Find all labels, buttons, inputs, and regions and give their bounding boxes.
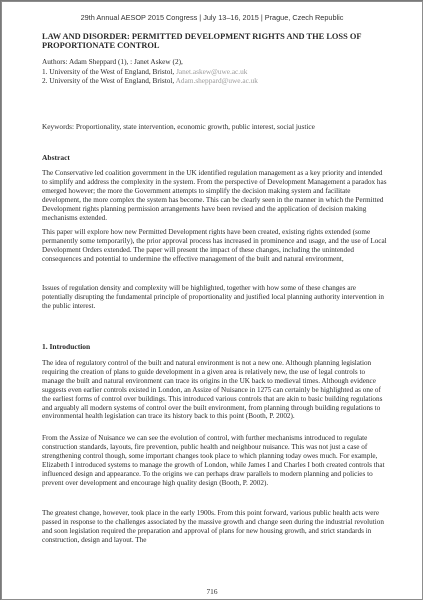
title-line-2: PROPORTIONATE CONTROL [42, 41, 160, 51]
affiliation-2 [42, 76, 392, 86]
abstract-heading: Abstract [42, 153, 70, 162]
abstract-paragraph-2: This paper will explore how new Permitted Development rights have been created, existing rights extended (some permanently some temporarily), the prior approval process has increased in prominence and usage, and the use of Local Development Orders extended. The paper will present the impact of these changes, including the unintended consequences and potential to undermine the effective management of the built and natural environment, [42, 228, 387, 263]
affiliation-1 [42, 67, 392, 77]
affiliation-1-email[interactable]: Janet.askew@uwe.ac.uk [176, 66, 248, 76]
intro-paragraph-3: The greatest change, however, took place in the early 1900s. From this point forward, various public health acts were passed in response to the challenges associated by the massive growth and change seen during the industrial revolution and soon legislation required the preparation and approval of plans for new housing growth, and strict standards in construction, design and layout. The [42, 509, 384, 544]
paper-page [1, 1, 423, 600]
page-number: 716 [206, 587, 218, 596]
keywords: Keywords: Proportionality, state intervention, economic growth, public interest, social justice [42, 122, 315, 131]
affiliation-2-text: 2. University of the West of England, Bristol, [42, 76, 176, 86]
author-block [42, 57, 392, 86]
affiliation-2-email[interactable]: Adam.sheppard@uwe.ac.uk [175, 76, 258, 86]
abstract-paragraph-1: The Conservative led coalition government in the UK identified regulation management as a key priority and intended to simplify and address the complexity in the system. From the perspective of Development Management a paradox has emerged however; the more the Government attempts to simplify the decision making system and facilitate development, the more complex the system has become. This can be clearly seen in the manner in which the Permitted Development rights planning permission arrangements have been revised and the application of decision making mechanisms extended. [42, 169, 387, 222]
paper-title [42, 32, 392, 51]
affiliation-1-text: 1. University of the West of England, Bristol, [42, 66, 177, 76]
intro-paragraph-2: From the Assize of Nuisance we can see the evolution of control, with further mechanisms introduced to regulate construction standards, layouts, fire prevention, public health and neighbour nuisance. This was not just a case of strengthening control though, some important changes took place to which planning today owes much. For example, Elizabeth I introduced systems to manage the growth of London, while James I and Charles I both created controls that influenced design and appearance. To the origins we can perhaps draw parallels to modern planning and policies to prevent over development and encourage high quality design (Booth, P. 2002). [42, 434, 385, 487]
intro-paragraph-1: The idea of regulatory control of the built and natural environment is not a new one. Although planning legislation requiring the creation of plans to guide development in a given area is relatively new, the use of legal controls to manage the built and natural environment can trace its origins in the UK back to medieval times. Although evidence suggests even earlier controls existed in London, an Assize of Nuisance in 1275 can certainly be highlighted as one of the earliest forms of control over buildings. This introduced various controls that are akin to basic building regulations and arguably all modern systems of control over the built environment, from planning through building regulations to environmental health legislation can trace its history back to this point (Booth, P. 2002). [42, 359, 383, 421]
authors-line: Authors: Adam Sheppard (1), : Janet Askew (2), [42, 57, 183, 66]
title-line-1: LAW AND DISORDER: PERMITTED DEVELOPMENT RIGHTS AND THE LOSS OF [42, 32, 362, 41]
running-header: 29th Annual AESOP 2015 Congress | July 13–16, 2015 | Prague, Czech Republic [80, 13, 344, 22]
introduction-heading: 1. Introduction [42, 342, 91, 351]
abstract-paragraph-3: Issues of regulation density and complexity will be highlighted, together with how some of these changes are potentially disrupting the fundamental principle of proportionality and justified local planning authority intervention in the public interest. [42, 284, 384, 310]
